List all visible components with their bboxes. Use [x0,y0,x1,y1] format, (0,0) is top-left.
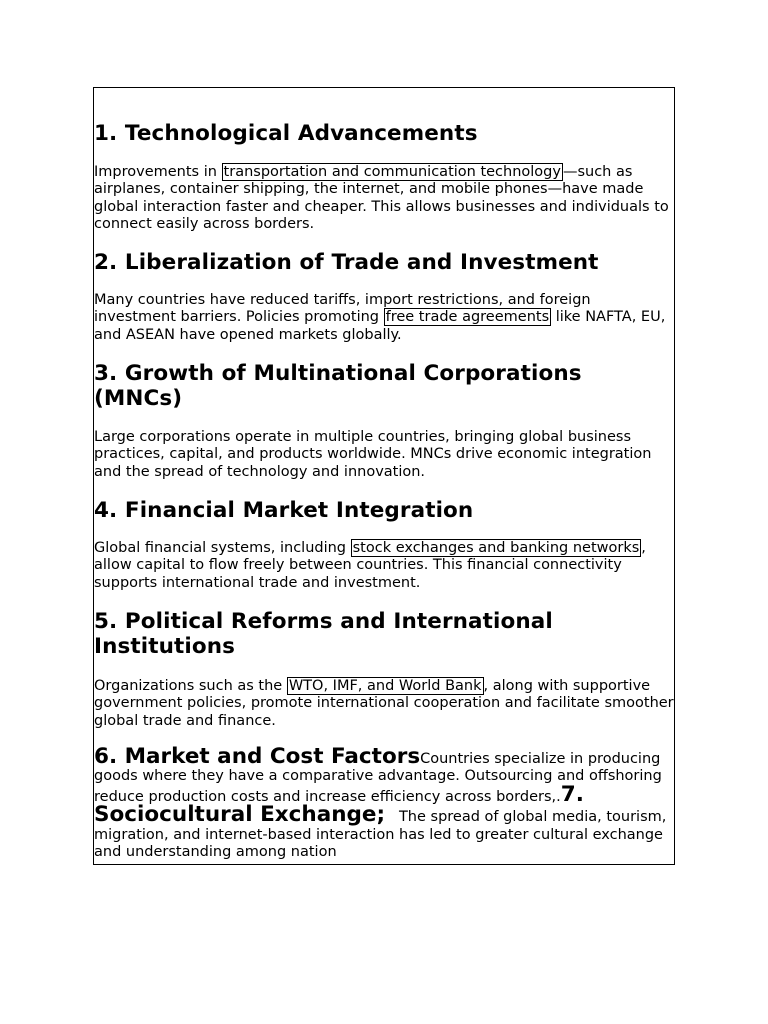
document-page [93,87,675,865]
section-text-mncs: Large corporations operate in multiple countries, bringing global business practices, capital, and products worldwide. MNCs drive economic integration and the spread of technology and innovation. [94,429,652,480]
text-run: Global financial systems, including [94,540,351,556]
text-run: Organizations such as the [94,678,287,694]
section-text-financial-integration [94,540,674,592]
highlighted-phrase: WTO, IMF, and World Bank [288,678,482,694]
section-heading-technological-advancements: 1. Technological Advancements [94,121,478,146]
text-run: Many countries have reduced tariffs, import restrictions, and foreign investment barriers. Policies promoting [94,292,591,326]
text-run: The spread of global media, tourism, migration, and internet-based interaction has led to greater cultural exchange and understanding among nation [94,809,667,861]
section-text-market-and-sociocultural [94,744,674,861]
section-text-liberalization [94,292,674,344]
highlighted-phrase: stock exchanges and banking networks [352,540,640,556]
section-text-technological-advancements [94,164,674,234]
text-run: Improvements in [94,164,222,180]
section-heading-political-reforms: 5. Political Reforms and International Institutions [94,609,553,659]
highlighted-phrase: transportation and communication technology [223,164,561,180]
section-heading-sociocultural: 7. Sociocultural Exchange; [94,781,584,828]
text-spacer [385,809,399,825]
section-text-political-reforms [94,678,674,730]
section-heading-financial-integration: 4. Financial Market Integration [94,498,474,523]
highlighted-phrase: free trade agreements [385,309,550,326]
text-run: Countries specialize in producing goods where they have a comparative advantage. Outsourcing and offshoring reduce production costs and increase efficiency across borders,. [94,751,662,805]
section-heading-mncs: 3. Growth of Multinational Corporations (MNCs) [94,361,582,411]
text-run: like NAFTA, EU, and ASEAN have opened markets globally. [94,309,666,343]
section-heading-liberalization: 2. Liberalization of Trade and Investment [94,250,599,275]
section-heading-market-cost: 6. Market and Cost Factors [94,744,421,769]
text-run: , allow capital to flow freely between countries. This financial connectivity supports international trade and investment. [94,540,646,591]
text-run: , along with supportive government policies, promote international cooperation and facilitate smoother global trade and finance. [94,678,674,729]
text-run: —such as airplanes, container shipping, the internet, and mobile phones—have made global interaction faster and cheaper. This allows businesses and individuals to connect easily across borders. [94,164,669,233]
